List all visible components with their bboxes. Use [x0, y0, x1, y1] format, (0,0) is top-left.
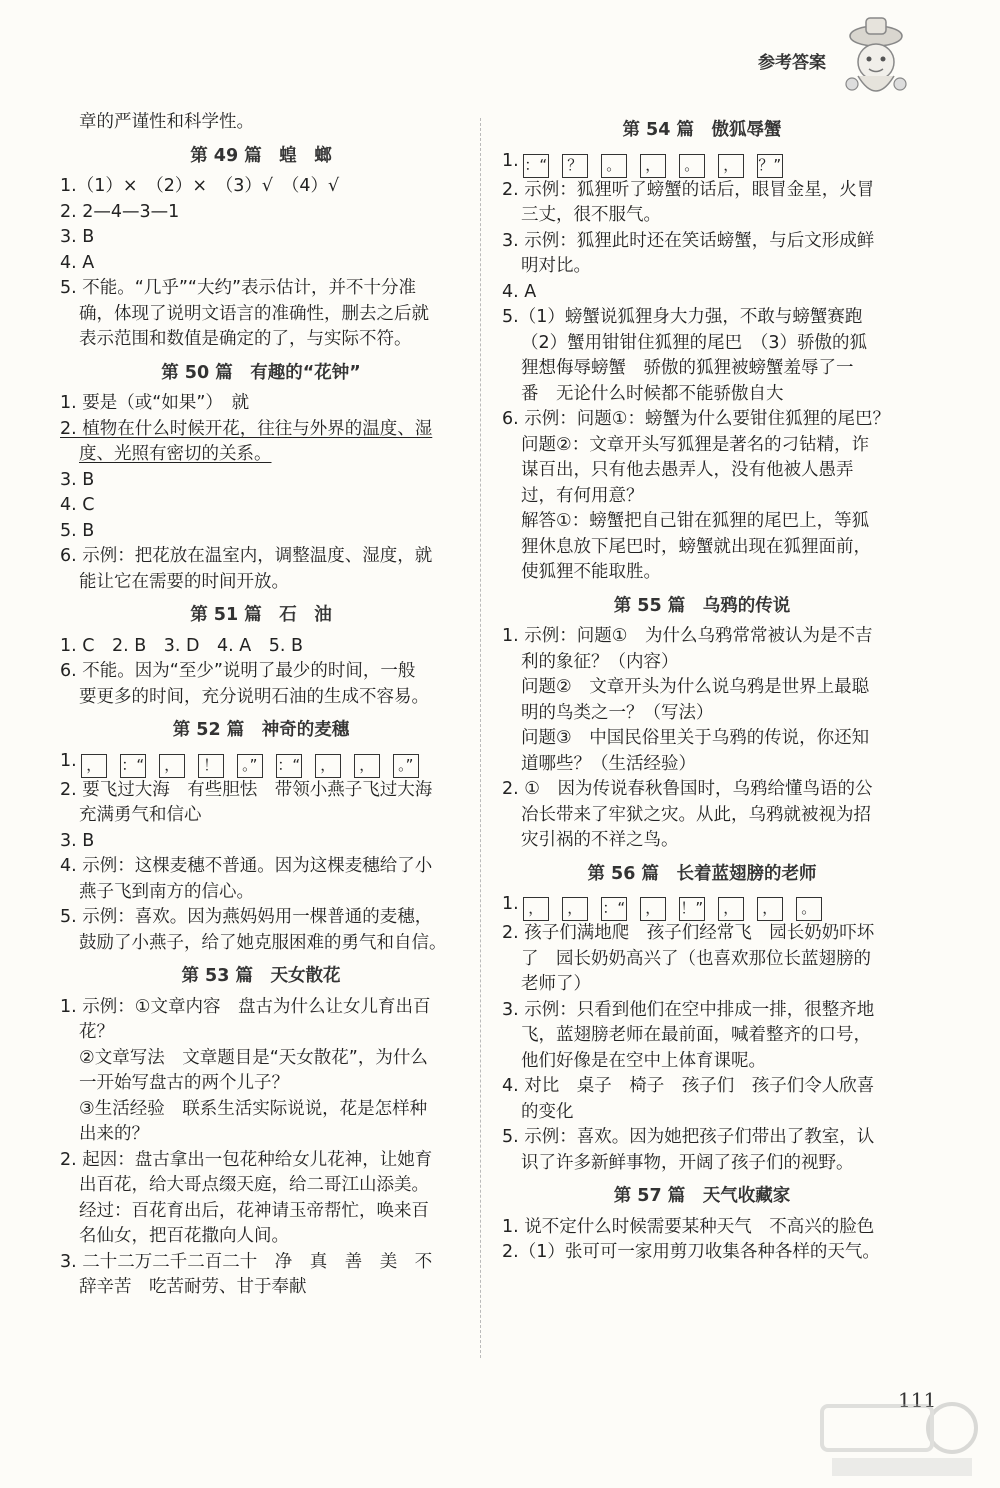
section-title: 第 50 篇 有趣的“花钟” — [161, 362, 361, 383]
answer-line: 冶长带来了牢狱之灾。从此，乌鸦就被视为招 — [521, 804, 871, 825]
section-title: 第 56 篇 长着蓝翅膀的老师 — [587, 863, 817, 884]
answer-line: 2. ① 因为传说春秋鲁国时，乌鸦给懂鸟语的公 — [502, 779, 873, 799]
section-title: 第 57 篇 天气收藏家 — [613, 1186, 791, 1206]
answer-line: 1.（1）× （2）× （3）√ （4）√ — [60, 176, 340, 196]
punctuation-box: 。” — [237, 754, 263, 778]
answer-line: 1. C 2. B 3. D 4. A 5. B — [60, 635, 303, 656]
section-title: 第 52 篇 神奇的麦穗 — [172, 720, 350, 740]
section-title: 第 51 篇 石 油 — [190, 605, 332, 625]
page-number: 111 — [898, 1388, 937, 1412]
answer-line: 番 无论什么时候都不能骄傲自大 — [521, 383, 784, 404]
answer-line: 3. 示例：只看到他们在空中排成一排，很整齐地 — [502, 999, 875, 1020]
section-title: 第 49 篇 蝗 螂 — [190, 145, 332, 166]
answer-line: 5. 示例：喜欢。因为燕妈妈用一棵普通的麦穗， — [60, 907, 433, 927]
answer-line: 充满勇气和信心 — [79, 805, 202, 825]
answer-line: 1. 示例：①文章内容 盘古为什么让女儿育出百 — [60, 996, 431, 1017]
answer-line: 4. A — [502, 281, 537, 302]
answer-line: 辞辛苦 吃苦耐劳、甘于奉献 — [79, 1277, 307, 1297]
answer-line: 4. 对比 桌子 椅子 孩子们 孩子们令人欣喜 — [502, 1076, 875, 1096]
punctuation-answer-row — [502, 892, 902, 921]
answer-line: 2. 示例：狐狸听了螃蟹的话后，眼冒金星，火冒 — [502, 179, 875, 200]
punctuation-box: 。 — [679, 154, 705, 178]
answer-line: 5. 不能。“几乎”“大约”表示估计，并不十分准 — [60, 278, 417, 298]
answer-line: 要更多的时间，充分说明石油的生成不容易。 — [79, 686, 429, 707]
answer-line: 出来的？ — [79, 1124, 149, 1144]
answer-line: 飞，蓝翅膀老师在最前面，喊着整齐的口号， — [521, 1025, 871, 1045]
cartoon-decoration-icon — [836, 14, 916, 104]
answer-line: 2. 孩子们满地爬 孩子们经常飞 园长奶奶吓坏 — [502, 923, 875, 943]
answer-line: 燕子飞到南方的信心。 — [79, 881, 254, 902]
answer-line: 老师了） — [521, 974, 591, 994]
answer-line: 一开始写盘古的两个儿子？ — [79, 1073, 289, 1093]
punctuation-box: ：“ — [601, 897, 627, 921]
answer-line: 1. 要是（或“如果”） 就 — [60, 393, 250, 413]
answer-line: 5. B — [60, 520, 95, 541]
punctuation-box: ：“ — [523, 154, 549, 178]
answer-line: 5. 示例：喜欢。因为她把孩子们带出了教室，认 — [502, 1127, 875, 1147]
answer-line: 问题② 文章开头为什么说乌鸦是世界上最聪 — [521, 677, 870, 697]
answer-line: 表示范围和数值是确定的了，与实际不符。 — [79, 329, 412, 349]
punctuation-box: ！ — [198, 754, 224, 778]
question-number: 1. — [502, 150, 519, 171]
answer-line: 3. 二十二万二千二百二十 净 真 善 美 不 — [60, 1251, 433, 1272]
answer-line: 利的象征？（内容） — [521, 651, 679, 672]
answer-line: 的变化 — [521, 1101, 574, 1122]
answer-line: 2. 要飞过大海 有些胆怯 带领小燕子飞过大海 — [60, 779, 433, 800]
section-title: 第 54 篇 傲狐辱蟹 — [622, 120, 782, 140]
header-label: 参考答案 — [758, 53, 826, 73]
punctuation-box: ， — [718, 154, 744, 178]
punctuation-box: ：“ — [120, 754, 146, 778]
section-title: 第 55 篇 乌鸦的传说 — [613, 595, 791, 616]
answer-line: 1. 示例：问题① 为什么乌鸦常常被认为是不吉 — [502, 626, 873, 646]
punctuation-box: ， — [640, 154, 666, 178]
question-number: 1. — [60, 750, 77, 771]
answer-line: 2.（1）张可可一家用剪刀收集各种各样的天气。 — [502, 1242, 880, 1262]
punctuation-box: ， — [640, 897, 666, 921]
punctuation-box: 。 — [601, 154, 627, 178]
answer-line: 过，有何用意？ — [521, 485, 644, 506]
answer-line: 5.（1）螃蟹说狐狸身大力强，不敢与螃蟹赛跑 — [502, 307, 863, 327]
punctuation-box: ， — [718, 897, 744, 921]
answer-line: 3. B — [60, 469, 95, 490]
answer-line: 度、光照有密切的关系。 — [79, 444, 272, 464]
answer-line: 章的严谨性和科学性。 — [79, 112, 254, 132]
left-column — [60, 110, 462, 1301]
answer-line: 1. 说不定什么时候需要某种天气 不高兴的脸色 — [502, 1216, 875, 1237]
answer-line: 他们好像是在空中上体育课呢。 — [521, 1050, 766, 1071]
answer-line: 3. B — [60, 227, 95, 247]
answer-line: 狸休息放下尾巴时，螃蟹就出现在狐狸面前， — [521, 536, 871, 557]
answer-line: 3. 示例：狐狸此时还在笑话螃蟹，与后文形成鲜 — [502, 230, 875, 251]
punctuation-box: ：“ — [276, 754, 302, 778]
answer-line: 6. 不能。因为“至少”说明了最少的时间，一般 — [60, 661, 416, 681]
answer-line: 出百花，给大哥点缀天庭，给二哥江山添美。 — [79, 1175, 429, 1195]
answer-line: 问题③ 中国民俗里关于乌鸦的传说，你还知 — [521, 728, 870, 748]
punctuation-box: ！” — [679, 897, 705, 921]
punctuation-box: ， — [523, 897, 549, 921]
punctuation-box: ， — [354, 754, 380, 778]
answer-line: 3. B — [60, 830, 95, 851]
answer-line: （2）蟹用钳钳住狐狸的尾巴 （3）骄傲的狐 — [521, 332, 868, 353]
answer-line: 确，体现了说明文语言的准确性，删去之后就 — [79, 303, 429, 324]
punctuation-box: ， — [757, 897, 783, 921]
answer-line: 4. C — [60, 495, 95, 515]
column-divider — [480, 118, 481, 1358]
answer-line: 2. 起因：盘古拿出一包花种给女儿花神，让她育 — [60, 1149, 433, 1170]
answer-line: 4. 示例：这棵麦穗不普通。因为这棵麦穗给了小 — [60, 856, 433, 876]
answer-line: 明对比。 — [521, 256, 591, 276]
right-column — [502, 110, 902, 1266]
answer-line: 名仙女，把百花撒向人间。 — [79, 1226, 289, 1246]
answer-line: 使狐狸不能取胜。 — [521, 562, 661, 582]
answer-line: 道哪些？（生活经验） — [521, 753, 696, 774]
answer-line: 2. 2—4—3—1 — [60, 201, 180, 222]
answer-line: 狸想侮辱螃蟹 骄傲的狐狸被螃蟹羞辱了一 — [521, 358, 854, 378]
punctuation-box: ？” — [757, 154, 783, 178]
punctuation-answer-row — [502, 149, 902, 178]
answer-line: 2. 植物在什么时候开花，往往与外界的温度、湿 — [60, 418, 433, 439]
answer-line: 解答①：螃蟹把自己钳在狐狸的尾巴上，等狐 — [521, 511, 870, 531]
answer-line: ③生活经验 联系生活实际说说，花是怎样种 — [79, 1098, 428, 1119]
answer-line: 经过：百花育出后，花神请玉帝帮忙，唤来百 — [79, 1200, 429, 1221]
answer-line: 鼓励了小燕子，给了她克服困难的勇气和自信。 — [79, 932, 447, 953]
answer-line: 6. 示例：问题①：螃蟹为什么要钳住狐狸的尾巴？ — [502, 409, 890, 429]
answer-line: 6. 示例：把花放在温室内，调整温度、湿度，就 — [60, 546, 433, 566]
punctuation-box: ， — [159, 754, 185, 778]
answer-line: 识了许多新鲜事物，开阔了孩子们的视野。 — [521, 1152, 854, 1173]
question-number: 1. — [502, 894, 519, 914]
punctuation-box: ？ — [562, 154, 588, 178]
answer-line: 4. A — [60, 252, 95, 273]
punctuation-box: ， — [81, 754, 107, 778]
answer-line: ②文章写法 文章题目是“天女散花”，为什么 — [79, 1047, 428, 1068]
section-title: 第 53 篇 天女散花 — [181, 966, 341, 986]
answer-line: 花？ — [79, 1022, 114, 1042]
answer-line: 了 园长奶奶高兴了（也喜欢那位长蓝翅膀的 — [521, 948, 871, 969]
answer-line: 明的鸟类之一？（写法） — [521, 702, 714, 723]
punctuation-box: 。 — [796, 897, 822, 921]
watermark-stamp-icon — [812, 1392, 982, 1480]
answer-line: 灾引祸的不祥之鸟。 — [521, 830, 679, 850]
answer-line: 能让它在需要的时间开放。 — [79, 571, 289, 592]
answer-line: 问题②：文章开头写狐狸是著名的刁钻精，诈 — [521, 434, 870, 455]
punctuation-box: 。” — [393, 754, 419, 778]
answer-line: 谋百出，只有他去愚弄人，没有他被人愚弄 — [521, 460, 854, 480]
punctuation-box: ， — [315, 754, 341, 778]
punctuation-answer-row — [60, 749, 462, 778]
answer-line: 三丈，很不服气。 — [521, 205, 661, 225]
punctuation-box: ， — [562, 897, 588, 921]
